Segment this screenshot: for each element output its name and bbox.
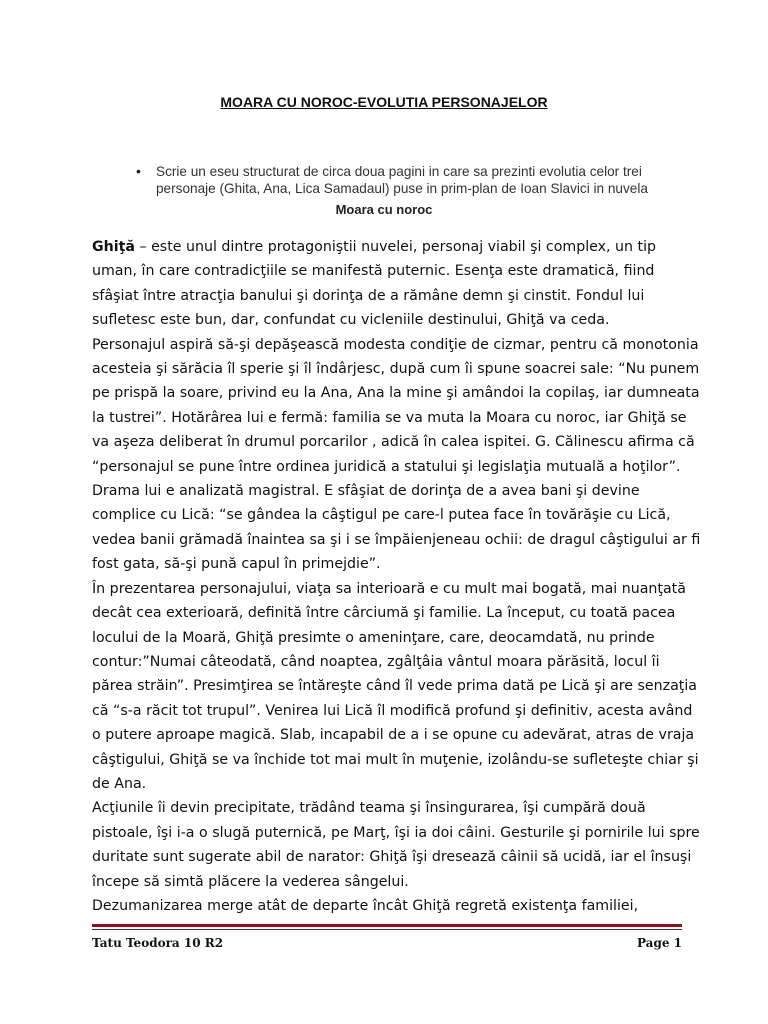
essay-line: duritate sunt sugerate abil de narator: Ghiţă îşi dresează câinii să ucidă, iar el însuşi xyxy=(92,849,692,866)
essay-line: uman, în care contradicţiile se manifestă puternic. Esenţa este dramatică, fiind xyxy=(92,263,655,280)
essay-line: începe să simtă plăcere la vederea sângelui. xyxy=(92,873,409,890)
essay-line: pe prispă la soare, privind eu la Ana, Ana la mine şi amândoi la copilaş, iar dumneata xyxy=(92,385,700,402)
essay-line: Acţiunile îi devin precipitate, trădând teama şi însingurarea, îşi cumpără două xyxy=(92,800,646,817)
essay-line: acesteia şi sărăcia îl sperie şi îl îndârjesc, după cum îi spune soacrei sale: “Nu punem xyxy=(92,361,700,378)
assignment-text: Scrie un eseu structurat de circa doua pagini in care sa prezinti evolutia celor trei personaje (Ghita, Ana, Lica Samadaul) puse in prim-plan de Ioan Slavici in nuvela xyxy=(156,164,648,196)
essay-line: sufletesc este bun, dar, confundat cu vicleniile destinului, Ghiţă va ceda. xyxy=(92,312,610,329)
bullet-icon: • xyxy=(136,163,141,179)
footer-rule-thick xyxy=(92,924,682,927)
essay-line: pistoale, îşi i-a o slugă puternică, pe Marţ, îşi ia doi câini. Gesturile şi pornirile lui spre xyxy=(92,824,700,841)
essay-line: Dezumanizarea merge atât de departe încât Ghiţă regretă existenţa familiei, xyxy=(92,897,639,914)
essay-line: decât cea exterioară, definită între cârciumă şi familie. La început, cu toată pacea xyxy=(92,605,676,622)
footer-page-number: Page 1 xyxy=(636,936,682,950)
essay-line: contur:”Numai câteodată, când noaptea, zgâlţâia vântul moara părăsită, locul îi xyxy=(92,653,660,670)
character-name: Ghiţă xyxy=(92,239,135,255)
essay-line xyxy=(92,235,692,259)
essay-line: va aşeza deliberat în drumul porcarilor , adică în calea ispitei. G. Călinescu afirma că xyxy=(92,434,695,451)
footer-author: Tatu Teodora 10 R2 xyxy=(92,936,224,950)
footer-rule-thin xyxy=(92,929,682,930)
essay-line: locului de la Moară, Ghiţă presimte o ameninţare, care, deocamdată, nu prinde xyxy=(92,629,655,646)
essay-line: la tustrei”. Hotărârea lui e fermă: familia se va muta la Moara cu noroc, iar Ghiţă se xyxy=(92,409,687,426)
essay-line: părea străin”. Presimţirea se întăreşte când îl vede prima dată pe Lică şi are senzaţia xyxy=(92,678,697,695)
essay-line: câştigului, Ghiţă se va închide tot mai mult în muţenie, izolându-se sufleteşte chiar şi xyxy=(92,751,699,768)
essay-line-text: – este unul dintre protagoniştii nuvelei, personaj viabil şi complex, un tip xyxy=(134,239,657,255)
essay-line: complice cu Lică: “se gândea la câştigul pe care-l putea face în tovărăşie cu Lică, xyxy=(92,507,671,524)
essay-line: “personajul se pune între ordinea juridică a statului şi legislaţia mutuală a hoţilor”. xyxy=(92,458,681,475)
essay-line: În prezentarea personajului, viaţa sa interioară e cu mult mai bogată, mai nuanţată xyxy=(92,580,686,597)
essay-line: că “s-a răcit tot trupul”. Venirea lui Lică îl modifică profund şi definitiv, acesta având xyxy=(92,702,693,719)
essay-line: vedea banii grămadă înaintea sa şi i se împăienjeneau ochii: de dragul câştigului ar fi xyxy=(92,531,701,548)
essay-line: o putere aproape magică. Slab, incapabil de a i se opune cu adevărat, atras de vraja xyxy=(92,727,695,744)
essay-line: Personajul aspiră să-şi depăşească modesta condiţie de cizmar, pentru că monotonia xyxy=(92,336,699,353)
essay-line: de Ana. xyxy=(92,775,147,792)
essay-line: fost gata, să-şi pună capul în primejdie”. xyxy=(92,556,381,573)
novel-title: Moara cu noroc xyxy=(335,202,433,217)
essay-line: Drama lui e analizată magistral. E sfâşiat de dorinţa de a avea bani şi devine xyxy=(92,483,640,500)
essay-body xyxy=(92,235,701,918)
document-title: MOARA CU NOROC-EVOLUTIA PERSONAJELOR xyxy=(220,94,548,110)
essay-line: sfâşiat între atracţia banului şi dorinţa de a rămâne demn şi cinstit. Fondul lui xyxy=(92,287,645,304)
